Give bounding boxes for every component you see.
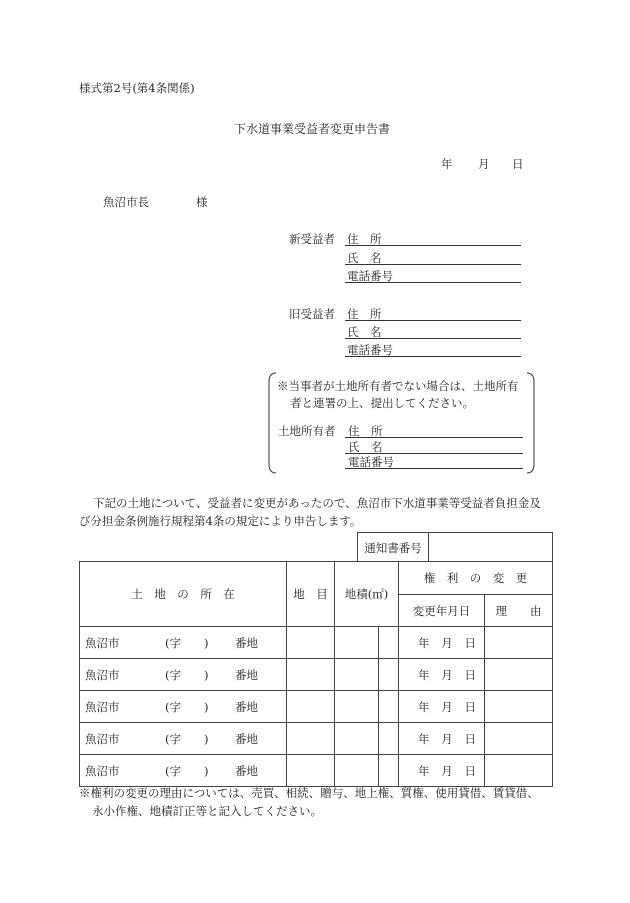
header-area: 地積(㎡) bbox=[335, 562, 399, 627]
new-beneficiary-phone-line[interactable] bbox=[345, 282, 521, 283]
header-location: 土 地 の 所 在 bbox=[80, 562, 287, 627]
date-month-label: 月 bbox=[478, 157, 490, 171]
change-date-cell[interactable] bbox=[399, 723, 485, 755]
area-integer-cell[interactable] bbox=[335, 659, 379, 691]
row-month: 月 bbox=[441, 731, 453, 746]
row-month: 月 bbox=[441, 763, 453, 778]
location-cell[interactable] bbox=[80, 755, 287, 787]
reason-cell[interactable] bbox=[485, 659, 553, 691]
row-day: 日 bbox=[464, 667, 477, 682]
area-integer-cell[interactable] bbox=[335, 723, 379, 755]
reason-cell[interactable] bbox=[485, 755, 553, 787]
old-beneficiary-address-line[interactable] bbox=[345, 320, 521, 321]
row-day: 日 bbox=[464, 763, 477, 778]
row-year: 年 bbox=[418, 635, 430, 650]
landowner-address-label: 住 所 bbox=[348, 424, 383, 438]
land-category-cell[interactable] bbox=[287, 659, 335, 691]
row-year: 年 bbox=[418, 667, 430, 682]
landowner-phone-label: 電話番号 bbox=[348, 455, 394, 469]
landowner-phone-line[interactable] bbox=[345, 468, 523, 469]
row-aza: (字 ) bbox=[165, 731, 209, 746]
footnote-line2: 永小作権、地積訂正等と記入してください。 bbox=[92, 804, 322, 818]
location-cell[interactable] bbox=[80, 723, 287, 755]
area-decimal-cell[interactable] bbox=[379, 691, 399, 723]
new-beneficiary-name-label: 氏 名 bbox=[347, 251, 382, 265]
area-integer-cell[interactable] bbox=[335, 627, 379, 659]
row-banchi: 番地 bbox=[235, 731, 258, 746]
row-month: 月 bbox=[441, 635, 453, 650]
landowner-note-line2: 者と連署の上、提出してください。 bbox=[290, 396, 474, 410]
old-beneficiary-phone-line[interactable] bbox=[345, 356, 521, 357]
area-integer-cell[interactable] bbox=[335, 755, 379, 787]
location-cell[interactable] bbox=[80, 691, 287, 723]
table-row bbox=[80, 755, 553, 787]
area-decimal-cell[interactable] bbox=[379, 627, 399, 659]
table-row bbox=[80, 723, 553, 755]
row-banchi: 番地 bbox=[235, 667, 258, 682]
right-bracket bbox=[525, 372, 537, 474]
land-category-cell[interactable] bbox=[287, 723, 335, 755]
land-category-cell[interactable] bbox=[287, 627, 335, 659]
landowner-address-line[interactable] bbox=[345, 437, 523, 438]
row-year: 年 bbox=[418, 731, 430, 746]
header-rights-change: 権 利 の 変 更 bbox=[399, 562, 553, 595]
new-beneficiary-name-line[interactable] bbox=[345, 264, 521, 265]
landowner-note-line1: ※当事者が土地所有者でない場合は、土地所有 bbox=[277, 379, 519, 393]
row-month: 月 bbox=[441, 699, 453, 714]
new-beneficiary-address-label: 住 所 bbox=[347, 232, 382, 246]
area-decimal-cell[interactable] bbox=[379, 755, 399, 787]
header-change-date: 変更年月日 bbox=[399, 595, 485, 627]
area-integer-cell[interactable] bbox=[335, 691, 379, 723]
page-title: 下水道事業受益者変更申告書 bbox=[234, 122, 391, 136]
land-table bbox=[79, 561, 553, 787]
row-aza: (字 ) bbox=[165, 763, 209, 778]
row-aza: (字 ) bbox=[165, 667, 209, 682]
change-date-cell[interactable] bbox=[399, 627, 485, 659]
row-city: 魚沼市 bbox=[85, 699, 120, 714]
row-day: 日 bbox=[464, 635, 477, 650]
old-beneficiary-address-label: 住 所 bbox=[347, 307, 382, 321]
addressee-mayor: 魚沼市長 bbox=[103, 195, 149, 209]
old-beneficiary-label: 旧受益者 bbox=[289, 307, 335, 321]
row-city: 魚沼市 bbox=[85, 635, 120, 650]
land-category-cell[interactable] bbox=[287, 691, 335, 723]
reason-cell[interactable] bbox=[485, 723, 553, 755]
body-line2: び分担金条例施行規程第4条の規定により申告します。 bbox=[79, 514, 362, 528]
table-row bbox=[80, 627, 553, 659]
land-category-cell[interactable] bbox=[287, 755, 335, 787]
date-day-label: 日 bbox=[512, 157, 524, 171]
location-cell[interactable] bbox=[80, 659, 287, 691]
row-aza: (字 ) bbox=[165, 699, 209, 714]
new-beneficiary-phone-label: 電話番号 bbox=[347, 269, 393, 283]
area-decimal-cell[interactable] bbox=[379, 723, 399, 755]
row-city: 魚沼市 bbox=[85, 731, 120, 746]
row-year: 年 bbox=[418, 699, 430, 714]
new-beneficiary-label: 新受益者 bbox=[289, 232, 335, 246]
change-date-cell[interactable] bbox=[399, 691, 485, 723]
row-banchi: 番地 bbox=[235, 699, 258, 714]
row-month: 月 bbox=[441, 667, 453, 682]
table-row bbox=[80, 659, 553, 691]
change-date-cell[interactable] bbox=[399, 755, 485, 787]
table-row bbox=[80, 691, 553, 723]
change-date-cell[interactable] bbox=[399, 659, 485, 691]
notice-number-label: 通知書番号 bbox=[358, 533, 429, 562]
area-decimal-cell[interactable] bbox=[379, 659, 399, 691]
body-line1: 下記の土地について、受益者に変更があったので、魚沼市下水道事業等受益者負担金及 bbox=[93, 496, 541, 510]
row-day: 日 bbox=[464, 731, 477, 746]
row-city: 魚沼市 bbox=[85, 667, 120, 682]
footnote-line1: ※権利の変更の理由については、売買、相続、贈与、地上権、質権、使用貸借、賃貸借、 bbox=[79, 786, 539, 800]
row-city: 魚沼市 bbox=[85, 763, 120, 778]
location-cell[interactable] bbox=[80, 627, 287, 659]
notice-number-box bbox=[357, 532, 553, 562]
old-beneficiary-phone-label: 電話番号 bbox=[347, 343, 393, 357]
new-beneficiary-address-line[interactable] bbox=[345, 245, 521, 246]
row-banchi: 番地 bbox=[235, 635, 258, 650]
reason-cell[interactable] bbox=[485, 627, 553, 659]
landowner-label: 土地所有者 bbox=[278, 424, 336, 438]
form-number: 様式第2号(第4条関係) bbox=[79, 81, 195, 95]
date-year-label: 年 bbox=[441, 157, 453, 171]
row-year: 年 bbox=[418, 763, 430, 778]
header-reason: 理 由 bbox=[485, 595, 553, 627]
old-beneficiary-name-line[interactable] bbox=[345, 338, 521, 339]
notice-number-field[interactable] bbox=[429, 533, 552, 562]
addressee-honorific: 様 bbox=[196, 195, 208, 209]
landowner-name-label: 氏 名 bbox=[348, 440, 383, 454]
header-land-category: 地 目 bbox=[287, 562, 335, 627]
row-day: 日 bbox=[464, 699, 477, 714]
reason-cell[interactable] bbox=[485, 691, 553, 723]
old-beneficiary-name-label: 氏 名 bbox=[347, 325, 382, 339]
row-banchi: 番地 bbox=[235, 763, 258, 778]
row-aza: (字 ) bbox=[165, 635, 209, 650]
